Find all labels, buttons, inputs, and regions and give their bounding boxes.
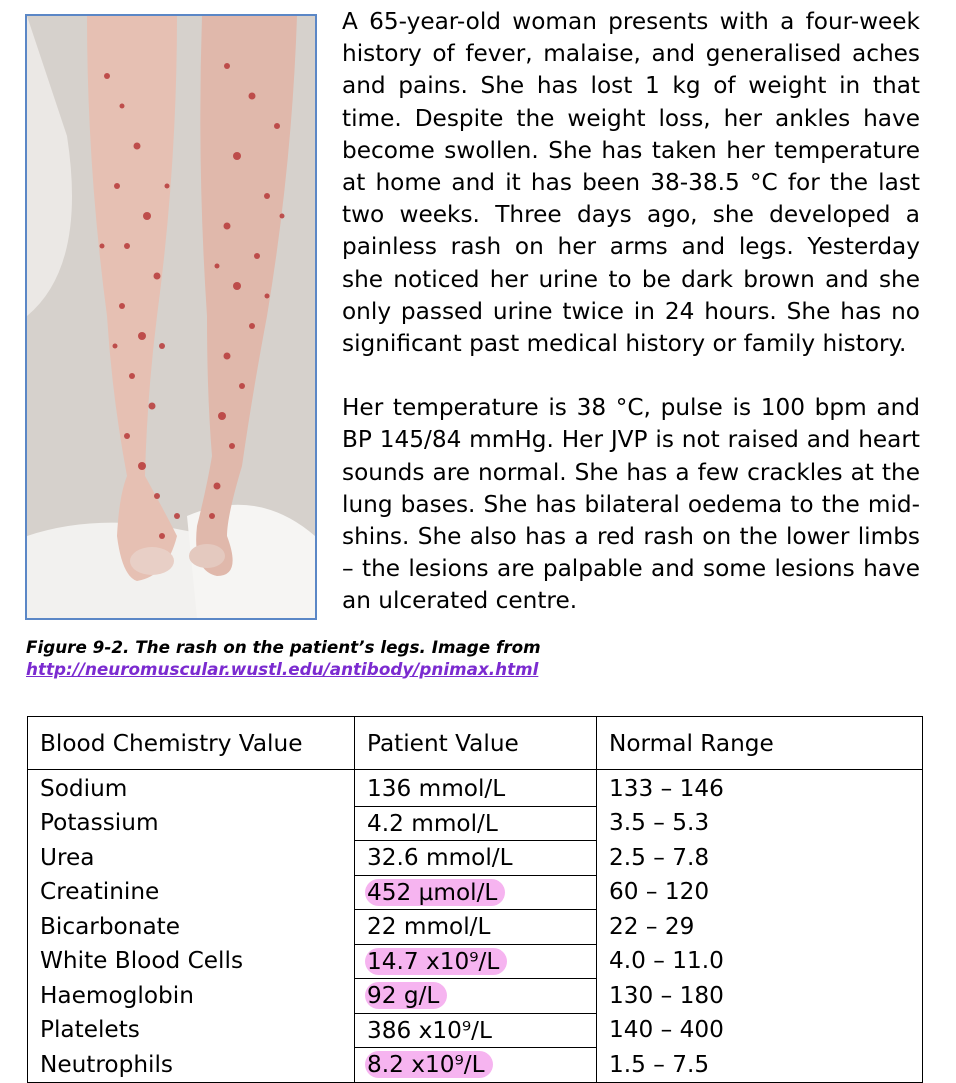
normal-range-cell: 60 – 120 — [597, 875, 923, 910]
normal-range-cell: 3.5 – 5.3 — [597, 806, 923, 841]
patient-value-cell — [355, 841, 597, 876]
header-test-name: Blood Chemistry Value — [28, 717, 355, 770]
case-description — [342, 6, 920, 618]
legs-rash-photo — [25, 14, 317, 620]
table-row — [28, 841, 923, 876]
patient-value-cell — [355, 910, 597, 945]
patient-value-cell — [355, 875, 597, 910]
normal-range-cell: 2.5 – 7.8 — [597, 841, 923, 876]
case-history-paragraph: A 65-year-old woman presents with a four-week history of fever, malaise, and generalised aches and pains. She has lost 1 kg of weight in that time. Despite the weight loss, her ankles have become swollen. She has taken her temperature at home and it has been 38-38.5 °C for the last two weeks. Three days ago, she developed a painless rash on her arms and legs. Yesterday she noticed her urine to be dark brown and she only passed urine twice in 24 hours. She has no significant past medical history or family history. — [342, 8, 920, 358]
patient-value-text: 4.2 mmol/L — [367, 809, 498, 837]
patient-value-cell — [355, 979, 597, 1014]
table-row — [28, 979, 923, 1014]
table-row — [28, 1013, 923, 1048]
header-normal-range: Normal Range — [597, 717, 923, 770]
table-row — [28, 770, 923, 807]
patient-value-text: 386 x10⁹/L — [367, 1016, 492, 1044]
figure-caption — [26, 637, 646, 680]
test-name-cell: Haemoglobin — [28, 979, 355, 1014]
table-row — [28, 875, 923, 910]
normal-range-cell: 130 – 180 — [597, 979, 923, 1014]
test-name-cell: Creatinine — [28, 875, 355, 910]
table-row — [28, 944, 923, 979]
test-name-cell: Bicarbonate — [28, 910, 355, 945]
test-name-cell: Platelets — [28, 1013, 355, 1048]
table-header-row — [28, 717, 923, 770]
test-name-cell: White Blood Cells — [28, 944, 355, 979]
patient-value-cell — [355, 944, 597, 979]
patient-value-cell — [355, 806, 597, 841]
legs-rash-illustration — [27, 16, 315, 618]
test-name-cell: Neutrophils — [28, 1048, 355, 1083]
patient-value-cell — [355, 1048, 597, 1083]
caption-text: Figure 9-2. The rash on the patient’s legs. Image from — [26, 637, 541, 657]
table-row — [28, 806, 923, 841]
normal-range-cell: 1.5 – 7.5 — [597, 1048, 923, 1083]
patient-value-text: 92 g/L — [365, 982, 447, 1009]
patient-value-text: 452 µmol/L — [365, 879, 505, 906]
table-row — [28, 910, 923, 945]
table-row — [28, 1048, 923, 1083]
patient-value-cell — [355, 1013, 597, 1048]
case-examination-paragraph: Her temperature is 38 °C, pulse is 100 bpm and BP 145/84 mmHg. Her JVP is not raised and heart sounds are normal. She has a few crackles at the lung bases. She has bilateral oedema to the mid-shins. She also has a red rash on the lower limbs – the lesions are palpable and some lesions have an ulcerated centre. — [342, 394, 920, 615]
normal-range-cell: 140 – 400 — [597, 1013, 923, 1048]
test-name-cell: Potassium — [28, 806, 355, 841]
normal-range-cell: 22 – 29 — [597, 910, 923, 945]
patient-value-text: 8.2 x10⁹/L — [365, 1051, 493, 1078]
patient-value-text: 32.6 mmol/L — [367, 844, 513, 871]
test-name-cell: Urea — [28, 841, 355, 876]
normal-range-cell: 4.0 – 11.0 — [597, 944, 923, 979]
patient-value-text: 22 mmol/L — [367, 913, 491, 940]
header-patient-value: Patient Value — [355, 717, 597, 770]
normal-range-cell: 133 – 146 — [597, 770, 923, 807]
patient-value-text: 136 mmol/L — [367, 775, 506, 802]
patient-value-cell — [355, 770, 597, 807]
test-name-cell: Sodium — [28, 770, 355, 807]
patient-value-text: 14.7 x10⁹/L — [365, 948, 507, 975]
blood-chemistry-table — [27, 716, 923, 1083]
caption-source-link[interactable]: http://neuromuscular.wustl.edu/antibody/pnimax.html — [26, 658, 539, 679]
